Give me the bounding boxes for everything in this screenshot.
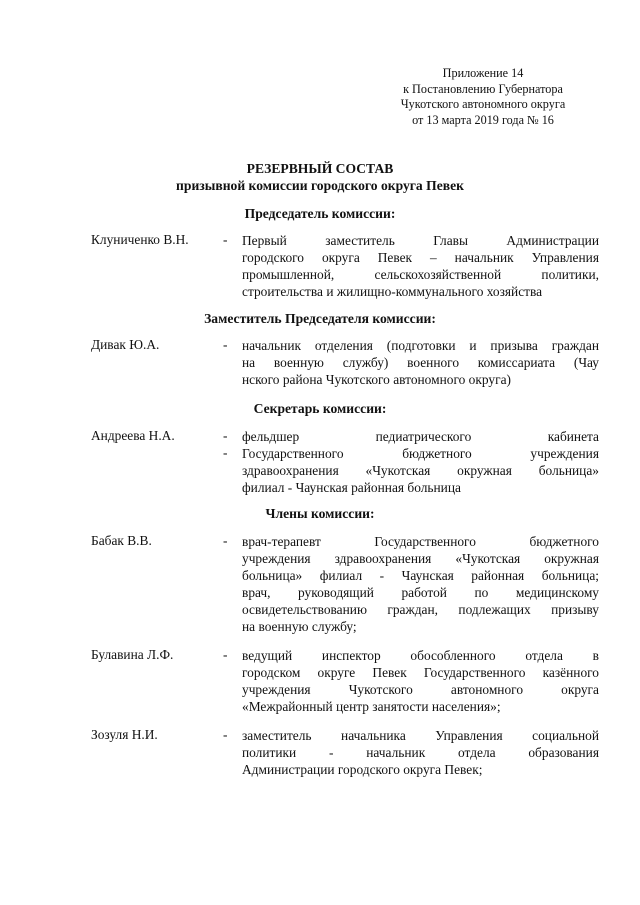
deputy-description: [242, 337, 599, 388]
member-desc-line: учреждения здравоохранения «Чукотская окружная: [242, 551, 599, 566]
member-name: Зозуля Н.И.: [91, 727, 158, 742]
chair-desc-line: городского округа Певек – начальник Управления: [242, 250, 599, 265]
secretary-desc-line: филиал - Чаунская районная больница: [242, 480, 461, 495]
secretary-desc-line: Государственного бюджетного учреждения: [242, 446, 599, 461]
deputy-desc-line: начальник отделения (подготовки и призыва граждан: [242, 338, 599, 353]
member-desc-line: «Межрайонный центр занятости населения»;: [242, 699, 501, 714]
chair-desc-line: строительства и жилищно-коммунального хозяйства: [242, 284, 543, 299]
appendix-line-1: Приложение 14: [442, 66, 524, 80]
chair-desc-line: промышленной, сельскохозяйственной политики,: [242, 267, 599, 282]
member-desc-line: врач-терапевт Государственного бюджетного: [242, 534, 599, 549]
member-dash: -: [223, 647, 228, 662]
member-desc-line: политики - начальник отдела образования: [242, 745, 599, 760]
deputy-dash: -: [223, 337, 228, 352]
appendix-line-3: Чукотского автономного округа: [400, 97, 566, 111]
secretary-name: Андреева Н.А.: [91, 428, 175, 443]
member-desc-line: врач, руководящий работой по медицинскому: [242, 585, 599, 600]
secretary-desc-line: здравоохранения «Чукотская окружная больница»: [242, 463, 599, 478]
secretary-desc-line: фельдшер педиатрического кабинета: [242, 429, 599, 444]
appendix-line-4: от 13 марта 2019 года № 16: [412, 112, 554, 127]
heading-deputy: Заместитель Председателя комиссии:: [204, 311, 436, 326]
appendix-line-2: к Постановлению Губернатора: [403, 81, 563, 96]
secretary-dash-1: -: [223, 428, 228, 443]
deputy-desc-line: нского района Чукотского автономного округа): [242, 372, 511, 387]
member-desc-line: больница» филиал - Чаунская районная больница;: [242, 568, 599, 583]
deputy-desc-line: на военную службу) военного комиссариата (Чау: [242, 355, 599, 370]
document-title: [0, 160, 640, 194]
member-desc-line: городском округе Певек Государственного казённого: [242, 665, 599, 680]
member-desc-line: Администрации городского округа Певек;: [242, 762, 483, 777]
member-description: [242, 727, 599, 778]
chair-description: [242, 232, 599, 300]
chair-desc-line: Первый заместитель Главы Администрации: [242, 233, 599, 248]
title-line-1: РЕЗЕРВНЫЙ СОСТАВ: [246, 161, 394, 176]
member-desc-line: освидетельствованию граждан, подлежащих призыву: [242, 602, 599, 617]
secretary-description: [242, 428, 599, 496]
title-line-2: призывной комиссии городского округа Певек: [176, 178, 464, 193]
chair-name: Клуниченко В.Н.: [91, 232, 189, 247]
secretary-dash-2: -: [223, 445, 228, 460]
member-description: [242, 647, 599, 715]
member-name: Бабак В.В.: [91, 533, 152, 548]
member-desc-line: ведущий инспектор обособленного отдела в: [242, 648, 599, 663]
member-desc-line: заместитель начальника Управления социальной: [242, 728, 599, 743]
heading-chair: Председатель комиссии:: [244, 206, 396, 221]
member-dash: -: [223, 533, 228, 548]
heading-members: Члены комиссии:: [265, 506, 375, 521]
member-description: [242, 533, 599, 635]
appendix-block: [388, 66, 578, 128]
member-desc-line: учреждения Чукотского автономного округа: [242, 682, 599, 697]
chair-dash: -: [223, 232, 228, 247]
deputy-name: Дивак Ю.А.: [91, 337, 160, 352]
member-dash: -: [223, 727, 228, 742]
member-name: Булавина Л.Ф.: [91, 647, 174, 662]
heading-secretary: Секретарь комиссии:: [253, 401, 387, 416]
member-desc-line: на военную службу;: [242, 619, 357, 634]
